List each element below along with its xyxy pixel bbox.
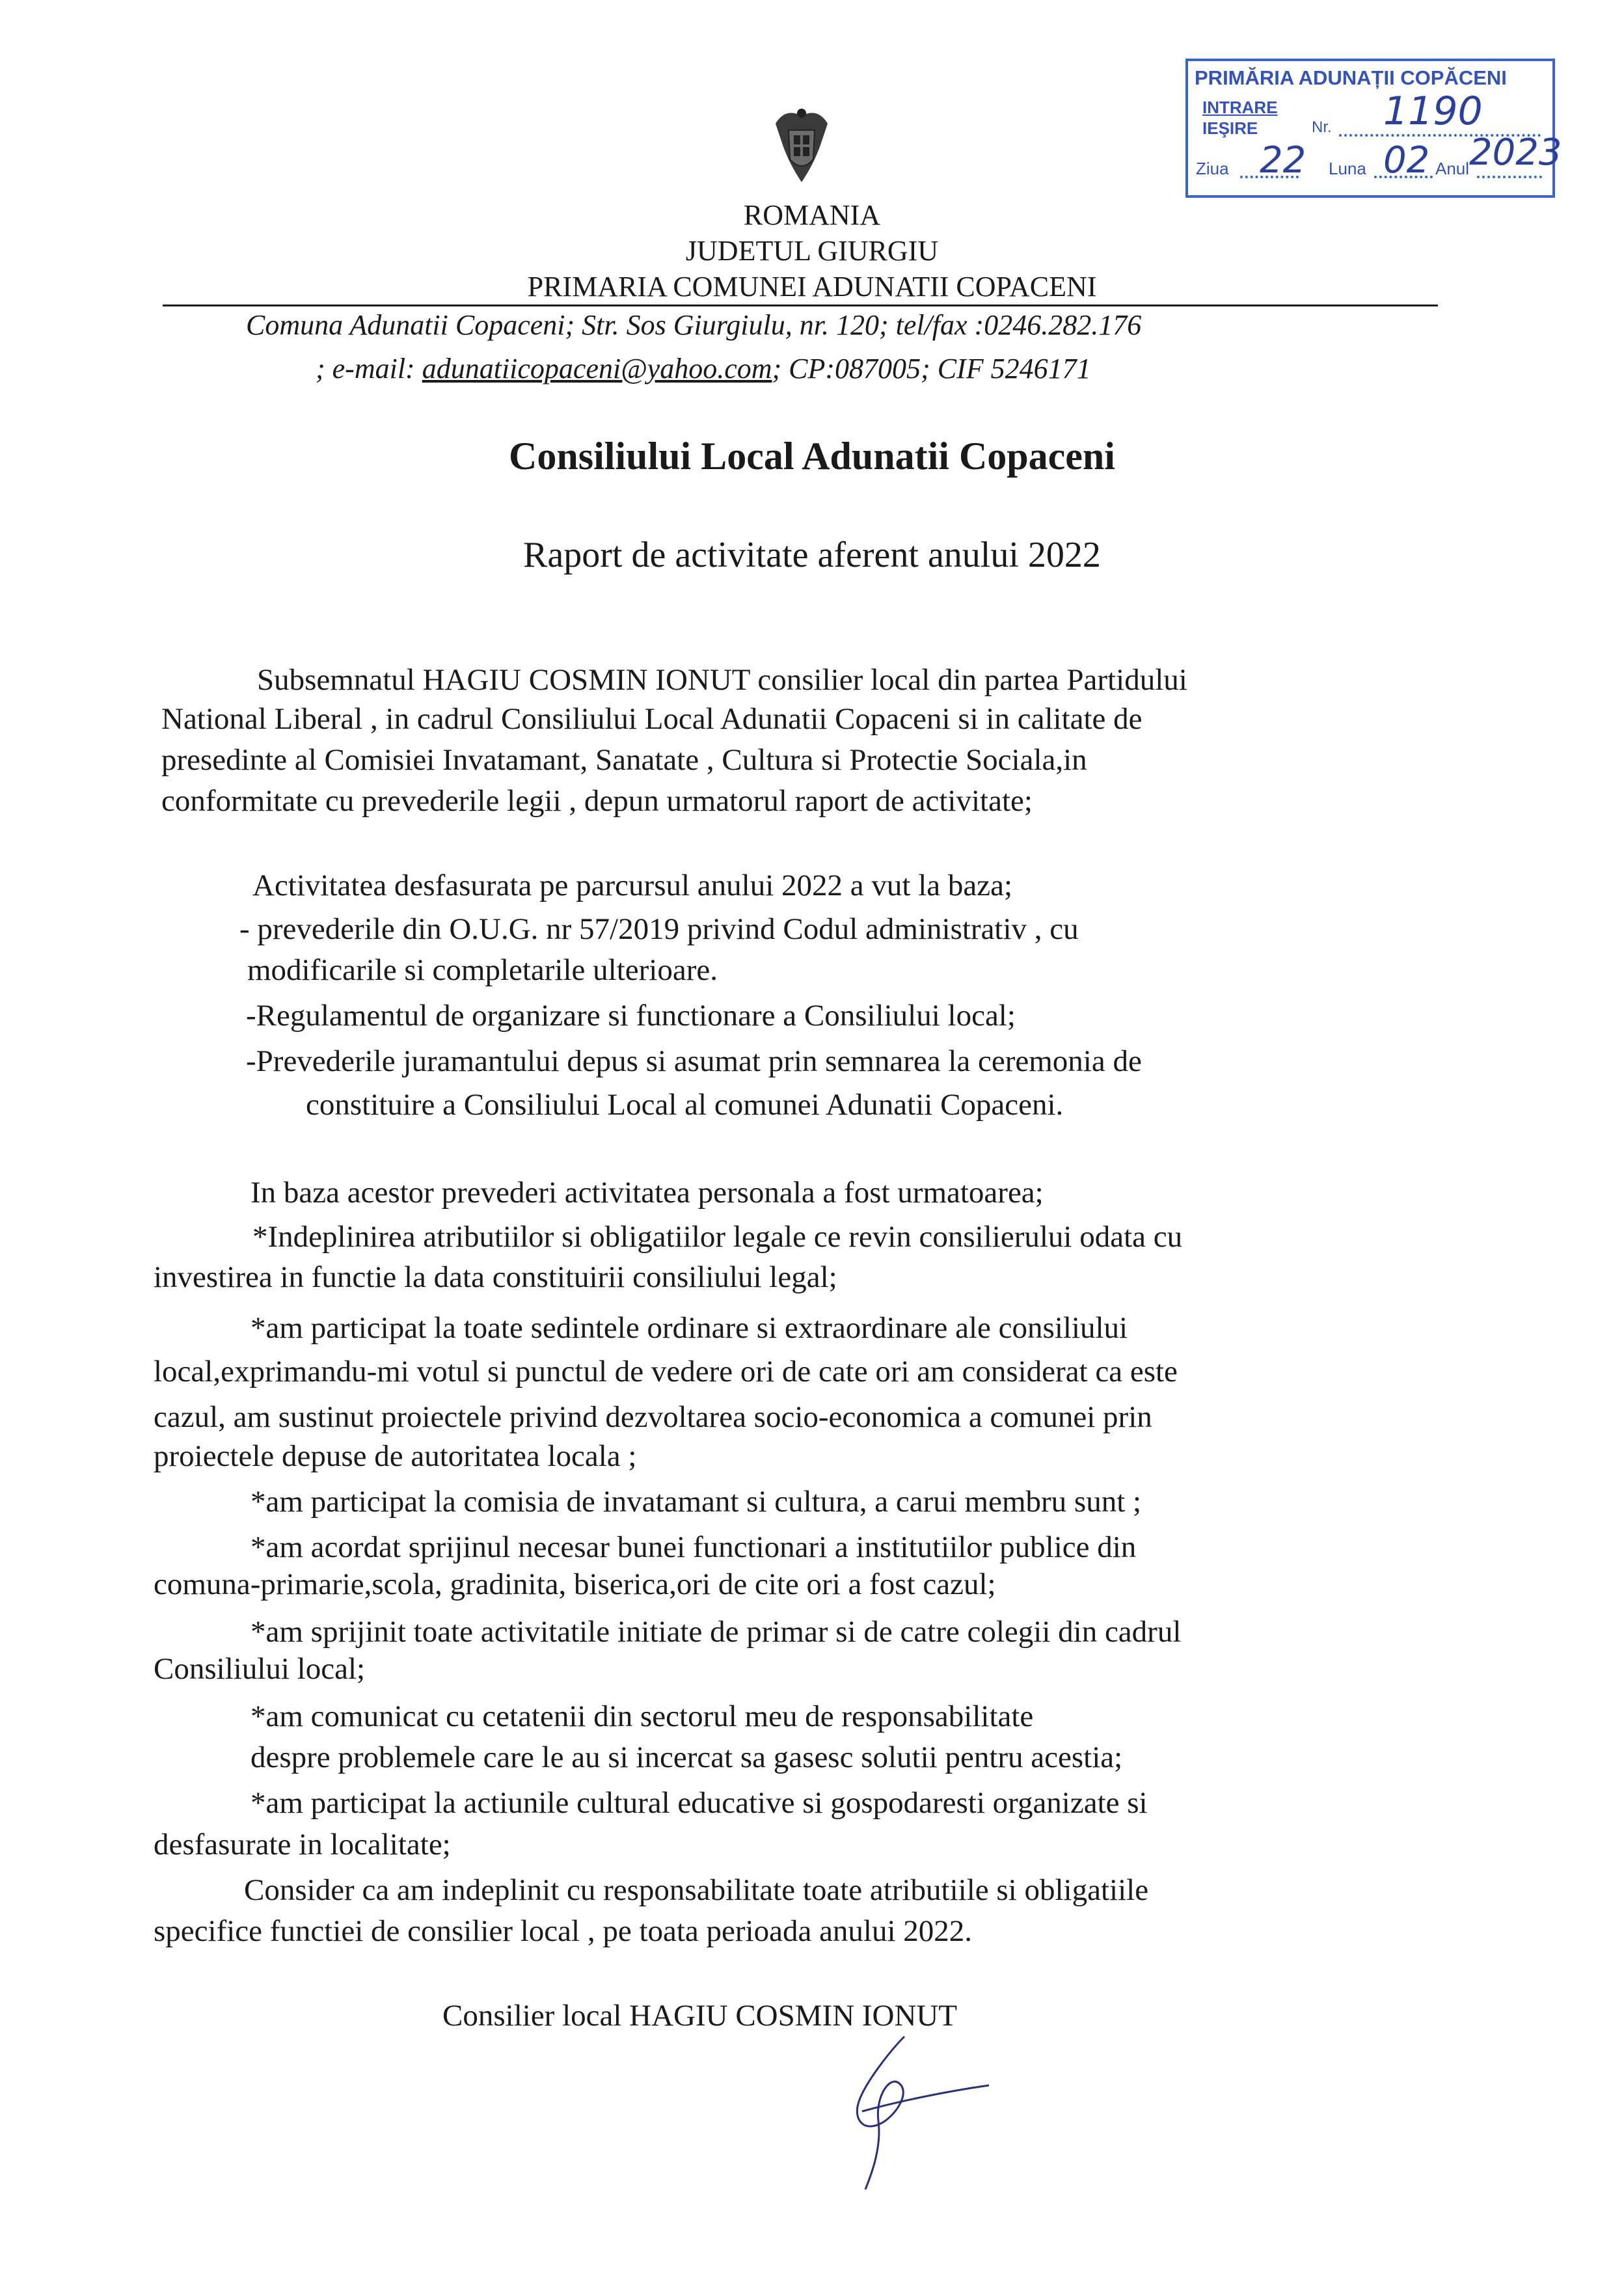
body-line: *am participat la comisia de invatamant si cultura, a carui membru sunt ; xyxy=(250,1485,1142,1519)
registration-stamp xyxy=(1185,59,1562,198)
body-line: Consiliului local; xyxy=(154,1652,366,1686)
body-line: despre problemele care le au si incercat sa gasesc solutii pentru acestia; xyxy=(250,1740,1123,1774)
body-line: *am acordat sprijinul necesar bunei functionari a institutiilor publice din xyxy=(250,1530,1137,1564)
stamp-anul-value: 2023 xyxy=(1469,131,1562,174)
stamp-intrare-label: INTRARE xyxy=(1202,98,1278,117)
body-line: *am comunicat cu cetatenii din sectorul meu de responsabilitate xyxy=(250,1699,1034,1733)
body-line: In baza acestor prevederi activitatea personala a fost urmatoarea; xyxy=(250,1176,1044,1210)
body-line: National Liberal , in cadrul Consiliului Local Adunatii Copaceni si in calitate de xyxy=(161,702,1143,736)
stamp-anul-label: Anul xyxy=(1435,159,1470,178)
body-line: *Indeplinirea atributiilor si obligatiilor legale ce revin consilierului odata cu xyxy=(252,1220,1183,1254)
stamp-nr-label: Nr. xyxy=(1312,118,1332,136)
header-institution: PRIMARIA COMUNEI ADUNATII COPACENI xyxy=(527,271,1097,303)
stamp-ziua-label: Ziua xyxy=(1196,159,1229,178)
handwritten-signature xyxy=(794,2024,1002,2193)
body-line: comuna-primarie,scola, gradinita, biserica,ori de cite ori a fost cazul; xyxy=(154,1567,996,1601)
stamp-anul-dots xyxy=(1477,176,1542,178)
header-divider xyxy=(163,305,1438,306)
body-line: *am participat la actiunile cultural educative si gospodaresti organizate si xyxy=(250,1786,1148,1820)
signature-line: Consilier local HAGIU COSMIN IONUT xyxy=(442,1999,958,2033)
body-line: Consider ca am indeplinit cu responsabilitate toate atributiile si obligatiile xyxy=(244,1873,1149,1907)
stamp-luna-value: 02 xyxy=(1383,139,1430,182)
body-line: conformitate cu prevederile legii , depun urmatorul raport de activitate; xyxy=(161,784,1033,818)
stamp-ziua-value: 22 xyxy=(1260,139,1306,182)
header-county: JUDETUL GIURGIU xyxy=(685,235,939,267)
body-line: *am sprijinit toate activitatile initiate de primar si de catre colegii din cadrul xyxy=(250,1615,1182,1649)
body-line: specifice functiei de consilier local , pe toata perioada anului 2022. xyxy=(154,1914,973,1948)
body-line: *am participat la toate sedintele ordinare si extraordinare ale consiliului xyxy=(250,1311,1128,1345)
body-line: - prevederile din O.U.G. nr 57/2019 privind Codul administrativ , cu xyxy=(239,912,1079,946)
body-line: cazul, am sustinut proiectele privind dezvoltarea socio-economica a comunei prin xyxy=(154,1400,1152,1434)
body-line: -Prevederile juramantului depus si asumat prin semnarea la ceremonia de xyxy=(246,1044,1142,1078)
body-line: Activitatea desfasurata pe parcursul anului 2022 a vut la baza; xyxy=(252,869,1013,902)
body-line: presedinte al Comisiei Invatamant, Sanatate , Cultura si Protectie Sociala,in xyxy=(161,743,1087,777)
header-address-line2 xyxy=(316,352,1091,386)
header-address-suffix: ; CP:087005; CIF 5246171 xyxy=(772,353,1091,385)
body-line: modificarile si completarile ulterioare. xyxy=(247,953,718,987)
header-email-link[interactable]: adunatiicopaceni@yahoo.com xyxy=(422,353,772,385)
header-address-line1: Comuna Adunatii Copaceni; Str. Sos Giurgiulu, nr. 120; tel/fax :0246.282.176 xyxy=(246,309,1142,341)
body-line: desfasurate in localitate; xyxy=(154,1828,451,1861)
report-title: Raport de activitate aferent anului 2022 xyxy=(523,535,1101,575)
header-address-email-prefix: ; e-mail: xyxy=(316,353,422,385)
stamp-title: PRIMĂRIA ADUNAȚII COPĂCENI xyxy=(1195,66,1507,89)
stamp-nr-value: 1190 xyxy=(1383,88,1483,134)
council-heading: Consiliului Local Adunatii Copaceni xyxy=(509,435,1115,478)
stamp-luna-label: Luna xyxy=(1329,159,1366,178)
body-line: investirea in functie la data constituirii consiliului legal; xyxy=(154,1260,837,1294)
body-line: Subsemnatul HAGIU COSMIN IONUT consilier local din partea Partidului xyxy=(257,663,1187,697)
body-line: constituire a Consiliului Local al comunei Adunatii Copaceni. xyxy=(306,1088,1064,1122)
coat-of-arms-emblem xyxy=(769,104,834,189)
stamp-iesire-label: IEŞIRE xyxy=(1202,118,1258,138)
body-line: proiectele depuse de autoritatea locala ; xyxy=(154,1439,637,1473)
body-line: -Regulamentul de organizare si functionare a Consiliului local; xyxy=(246,999,1016,1033)
header-country: ROMANIA xyxy=(743,199,881,231)
body-line: local,exprimandu-mi votul si punctul de vedere ori de cate ori am considerat ca este xyxy=(154,1355,1178,1388)
